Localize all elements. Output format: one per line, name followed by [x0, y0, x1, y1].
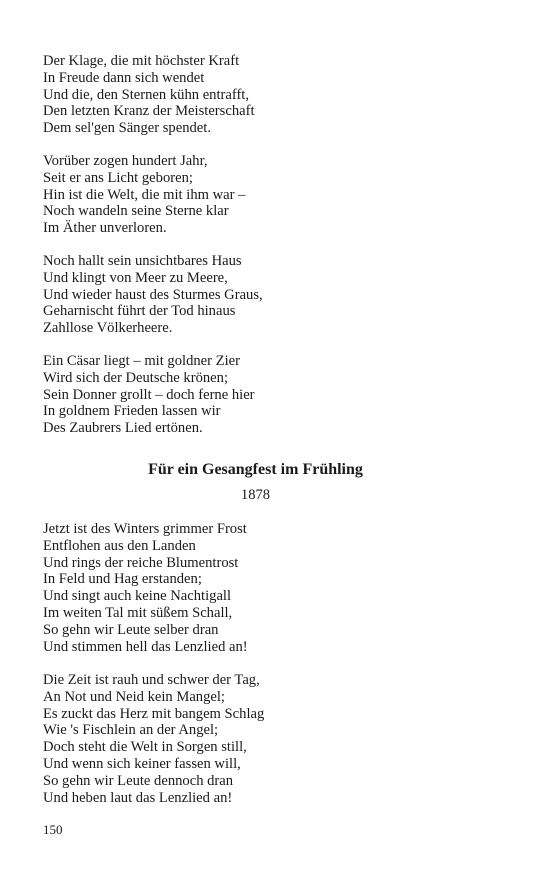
poem1-stanza-4 — [43, 353, 255, 437]
poem-year: 1878 — [240, 487, 271, 503]
poem2-stanza-2 — [43, 672, 264, 806]
verse-line: Wird sich der Deutsche krönen; — [43, 369, 229, 386]
verse-line: In Feld und Hag erstanden; — [43, 571, 202, 588]
verse-line: Und rings der reiche Blumentrost — [43, 554, 239, 571]
verse-line: So gehn wir Leute selber dran — [43, 621, 219, 638]
verse-line: Im weiten Tal mit süßem Schall, — [43, 604, 233, 621]
verse-line: Jetzt ist des Winters grimmer Frost — [43, 521, 247, 537]
verse-line: Noch wandeln seine Sterne klar — [43, 203, 229, 220]
verse-line: So gehn wir Leute dennoch dran — [43, 772, 234, 789]
verse-line: Und heben laut das Lenzlied an! — [43, 789, 233, 806]
verse-line: An Not und Neid kein Mangel; — [43, 688, 225, 705]
verse-line: Und wenn sich keiner fassen will, — [43, 755, 241, 772]
verse-line: Des Zaubrers Lied ertönen. — [43, 420, 203, 437]
verse-line: Zahllose Völkerheere. — [43, 320, 173, 337]
verse-line: Es zuckt das Herz mit bangem Schlag — [43, 705, 265, 722]
poem1-stanza-2 — [43, 153, 245, 237]
verse-line: Geharnischt führt der Tod hinaus — [43, 303, 236, 320]
poem2-stanza-1 — [43, 521, 248, 655]
verse-line: Hin ist die Welt, die mit ihm war – — [43, 186, 246, 203]
verse-line: In Freude dann sich wendet — [43, 69, 205, 86]
verse-line: Noch hallt sein unsichtbares Haus — [43, 253, 242, 269]
verse-line: Dem sel'gen Sänger spendet. — [43, 120, 211, 137]
verse-line: Und singt auch keine Nachtigall — [43, 588, 232, 605]
verse-line: Und die, den Sternen kühn entrafft, — [43, 86, 250, 103]
verse-line: Die Zeit ist rauh und schwer der Tag, — [43, 672, 260, 688]
verse-line: Im Äther unverloren. — [43, 220, 167, 237]
verse-line: Vorüber zogen hundert Jahr, — [43, 153, 208, 169]
verse-line: Den letzten Kranz der Meisterschaft — [43, 103, 255, 120]
verse-line: In goldnem Frieden lassen wir — [43, 403, 221, 420]
verse-line: Seit er ans Licht geboren; — [43, 169, 193, 186]
verse-line: Doch steht die Welt in Sorgen still, — [43, 739, 247, 756]
poem1-stanza-1 — [43, 53, 255, 137]
verse-line: Und stimmen hell das Lenzlied an! — [43, 638, 248, 655]
verse-line: Entflohen aus den Landen — [43, 537, 196, 554]
poem1-stanza-3 — [43, 253, 263, 337]
verse-line: Und wieder haust des Sturmes Graus, — [43, 286, 263, 303]
verse-line: Ein Cäsar liegt – mit goldner Zier — [43, 353, 240, 369]
verse-line: Sein Donner grollt – doch ferne hier — [43, 386, 255, 403]
verse-line: Wie 's Fischlein an der Angel; — [43, 722, 219, 739]
verse-line: Der Klage, die mit höchster Kraft — [43, 53, 240, 69]
poem-title: Für ein Gesangfest im Frühling — [148, 461, 363, 478]
page-number: 150 — [43, 822, 63, 837]
verse-line: Und klingt von Meer zu Meere, — [43, 269, 228, 286]
